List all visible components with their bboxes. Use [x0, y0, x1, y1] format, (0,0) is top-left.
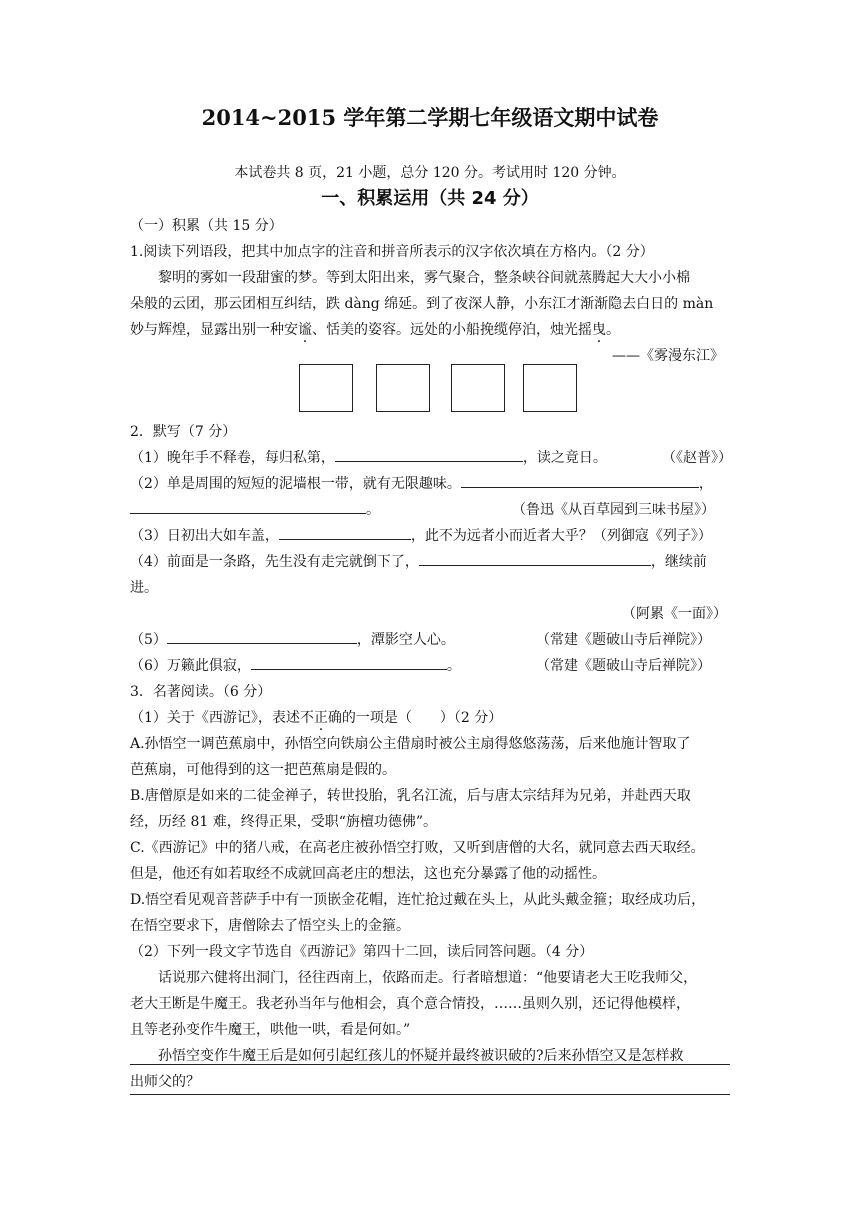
excerpt-line2: 老大王断是牛魔王。我老孙当年与他相会，真个意合情投，……虽则久别，还记得他模样， [130, 996, 690, 1012]
option-a-line1: A.孙悟空一调芭蕉扇中，孙悟空向铁扇公主借扇时被公主扇得悠悠荡荡，后来他施计智取了 [130, 736, 691, 752]
q1-passage-line2: 朵般的云团，那云团相互纠结，跌 dàng 绵延。到了夜深人静，小东江才渐渐隐去白日的 màn [130, 296, 714, 312]
q2-item-4-source: （阿累《一面》） [622, 606, 727, 622]
fill-blank[interactable] [279, 525, 411, 540]
item-text: ，潭影空人心。 [356, 632, 455, 648]
q2-item-6-source: （常建《题破山寺后禅院》） [536, 658, 711, 674]
option-b-line2: 经，历经 81 难，终得正果，受职“旃檀功德佛”。 [130, 814, 438, 830]
q2-item-2-source: （鲁迅《从百草园到三味书屋》） [512, 502, 715, 518]
answer-line-1[interactable] [130, 1064, 730, 1065]
q2-item-1-source: （《赵普》） [662, 450, 732, 466]
fill-blank[interactable] [461, 473, 699, 488]
q2-item-2 [130, 473, 713, 493]
item-text: （6）万籁此俱寂， [130, 658, 251, 674]
q2-stem: 2．默写（7 分） [130, 424, 237, 440]
dotted-text: 不正确 [299, 710, 342, 726]
q2-item-1 [130, 447, 607, 467]
fill-blank[interactable] [335, 447, 523, 462]
section-heading: 一、积累运用（共 24 分） [321, 188, 539, 209]
exam-info: 本试卷共 8 页，21 小题，总分 120 分。考试用时 120 分钟。 [234, 165, 626, 181]
option-c-line2: 但是，他还有如若取经不成就回高老庄的想法，这也充分暴露了他的动摇性。 [130, 866, 606, 882]
fill-blank[interactable] [419, 551, 651, 566]
q1-passage-line3 [130, 319, 620, 339]
dotted-char: 曳 [592, 322, 606, 338]
q2-item-2-cont [130, 499, 380, 519]
q2-item-3 [130, 525, 712, 545]
dotted-char: 谧 [298, 322, 312, 338]
item-text: （5） [130, 632, 167, 648]
q3-sub1 [130, 707, 502, 727]
item-text: 的一项是（ ）（2 分） [341, 710, 503, 726]
fill-blank[interactable] [167, 629, 357, 644]
q2-item-4-cont: 进。 [130, 580, 158, 596]
q3-sub2: （2）下列一段文字节选自《西游记》第四十二回，读后同答问题。（4 分） [130, 944, 594, 960]
option-c-line1: C.《西游记》中的猪八戒，在高老庄被孙悟空打败，又听到唐僧的大名，就同意去西天取经。 [130, 840, 705, 856]
q2-item-5-source: （常建《题破山寺后禅院》） [536, 632, 711, 648]
q1-source: ——《雾漫东江》 [612, 348, 724, 364]
answer-box-3[interactable] [451, 364, 505, 412]
excerpt-line3: 且等老孙变作牛魔王，哄他一哄，看是何如。” [130, 1022, 411, 1038]
item-text: 。 [366, 502, 380, 518]
item-text: （3）日初出大如车盖， [130, 528, 279, 544]
item-text: ，此不为远者小而近者大乎？（列御寇《列子》） [410, 528, 712, 544]
q1-passage-text: 。 [606, 322, 620, 338]
exam-title: 2014~2015 学年第二学期七年级语文期中试卷 [201, 105, 659, 130]
answer-box-4[interactable] [523, 364, 577, 412]
option-d-line2: 在悟空要求下，唐僧除去了悟空头上的金箍。 [130, 918, 410, 934]
option-b-line1: B.唐僧原是如来的二徒金禅子，转世投胎，乳名江流，后与唐太宗结拜为兄弟，并赴西天取 [130, 788, 691, 804]
answer-box-1[interactable] [299, 364, 353, 412]
q2-item-4 [130, 551, 707, 571]
answer-line-2[interactable] [130, 1094, 730, 1095]
q3-question-line1: 孙悟空变作牛魔王后是如何引起红孩儿的怀疑并最终被识破的?后来孙悟空又是怎样救 [158, 1048, 684, 1064]
q1-passage-text: 妙与辉煌，显露出别一种安 [130, 322, 298, 338]
fill-blank[interactable] [251, 655, 447, 670]
fill-blank[interactable] [130, 499, 366, 514]
item-text: ，继续前 [650, 554, 707, 570]
excerpt-line1: 话说那六健将出洞门，径往西南上，依路而走。行者暗想道：“他要请老大王吃我师父， [158, 970, 698, 986]
item-text: ， [698, 476, 713, 492]
q2-item-5 [130, 629, 455, 649]
q1-stem: 1.阅读下列语段，把其中加点字的注音和拼音所表示的汉字依次填在方格内。（2 分） [130, 244, 654, 260]
item-text: （2）单是周围的短短的泥墙根一带，就有无限趣味。 [130, 476, 461, 492]
item-text: 。 [446, 658, 461, 674]
q1-passage-text: 、恬美的姿容。远处的小船挽缆停泊，烛光摇 [312, 322, 592, 338]
item-text: （4）前面是一条路，先生没有走完就倒下了， [130, 554, 419, 570]
option-d-line1: D.悟空看见观音菩萨手中有一顶嵌金花帽，连忙抢过戴在头上，从此头戴金箍；取经成功后， [130, 892, 706, 908]
option-a-line2: 芭蕉扇，可他得到的这一把芭蕉扇是假的。 [130, 762, 396, 778]
item-text: ，读之竟日。 [522, 450, 607, 466]
q1-passage-line1: 黎明的雾如一段甜蜜的梦。等到太阳出来，雾气聚合，整条峡谷间就蒸腾起大大小小棉 [158, 270, 690, 286]
q3-stem: 3．名著阅读。（6 分） [130, 684, 272, 700]
q3-question-line2: 出师父的？ [130, 1074, 200, 1090]
q2-item-6 [130, 655, 461, 675]
item-text: （1）关于《西游记》，表述 [130, 710, 300, 726]
item-text: （1）晚年手不释卷，每归私第， [130, 450, 335, 466]
part-heading: （一）积累（共 15 分） [130, 218, 283, 234]
answer-box-2[interactable] [376, 364, 430, 412]
